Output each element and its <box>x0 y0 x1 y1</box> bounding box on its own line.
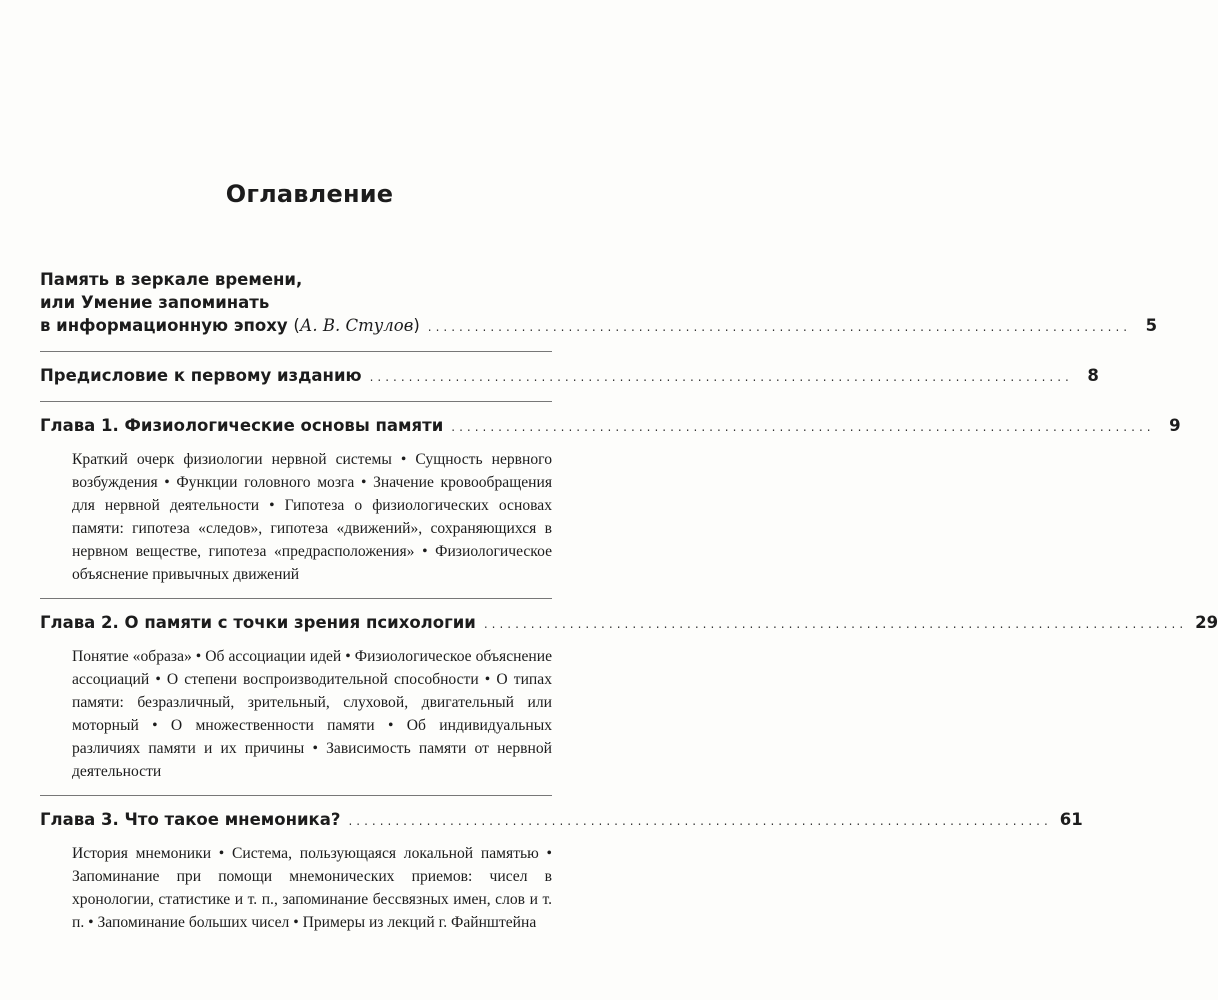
divider <box>40 598 552 599</box>
divider <box>40 351 552 352</box>
divider <box>40 401 552 402</box>
toc-page-number: 29 <box>1195 613 1218 632</box>
toc-entry-title-line: в информационную эпоху (А. В. Стулов) <box>40 316 420 335</box>
dot-leader: .......................................................................................... <box>369 370 1073 384</box>
toc-page-number: 9 <box>1169 416 1181 435</box>
toc-entry-chapter-3 <box>40 808 1083 833</box>
table-of-contents <box>40 268 1218 934</box>
toc-page-number: 8 <box>1087 366 1099 385</box>
toc-entry-description: Понятие «образа» • Об ассоциации идей • Физиологическое объяснение ассоциаций • О степени воспроизводительной способности • О типах памяти: безразличный, зрительный, слуховой, двигательный или моторный • О множественности памяти • Об индивидуальных различиях памяти и их причины • Зависимость памяти от нервной деятельности <box>72 648 552 780</box>
dot-leader: .......................................................................................... <box>348 814 1052 828</box>
toc-entry-title-line: или Умение запоминать <box>40 293 270 312</box>
dot-leader: .......................................................................................... <box>451 420 1155 434</box>
toc-entry-preface <box>40 364 1099 389</box>
toc-entry-title: Глава 3. Что такое мнемоника? <box>40 810 341 829</box>
toc-entry-foreword-modern <box>40 268 1158 339</box>
toc-entry-title: Предисловие к первому изданию <box>40 366 362 385</box>
toc-entry-chapter-2 <box>40 611 1218 636</box>
divider <box>40 795 552 796</box>
toc-entry-description: История мнемоники • Система, пользующаяся локальной памятью • Запоминание при помощи мнемонических приемов: чисел в хронологии, статистике и т. п., запоминание бессвязных имен, слов и т. п. • Запоминание больших чисел • Примеры из лекций г. Файнштейна <box>72 845 552 931</box>
toc-entry-title-line: Память в зеркале времени, <box>40 270 303 289</box>
toc-entry-description: Краткий очерк физиологии нервной системы • Сущность нервного возбуждения • Функции головного мозга • Значение кровообращения для нервной деятельности • Гипотеза о физиологических основах памяти: гипотеза «следов», гипотеза «движений», сохраняющихся в нервном веществе, гипотеза «предрасположения» • Физиологическое объяснение привычных движений <box>72 451 552 583</box>
dot-leader: .......................................................................................... <box>427 320 1132 334</box>
dot-leader: .......................................................................................... <box>483 617 1188 631</box>
toc-entry-title: Глава 2. О памяти с точки зрения психологии <box>40 613 476 632</box>
toc-page-number: 5 <box>1145 316 1158 335</box>
toc-entry-title: Глава 1. Физиологические основы памяти <box>40 416 444 435</box>
toc-entry-chapter-1 <box>40 414 1181 439</box>
toc-entry-author: А. В. Стулов <box>299 316 414 335</box>
page-title: Оглавление <box>225 180 394 208</box>
toc-page-number: 61 <box>1059 810 1083 829</box>
